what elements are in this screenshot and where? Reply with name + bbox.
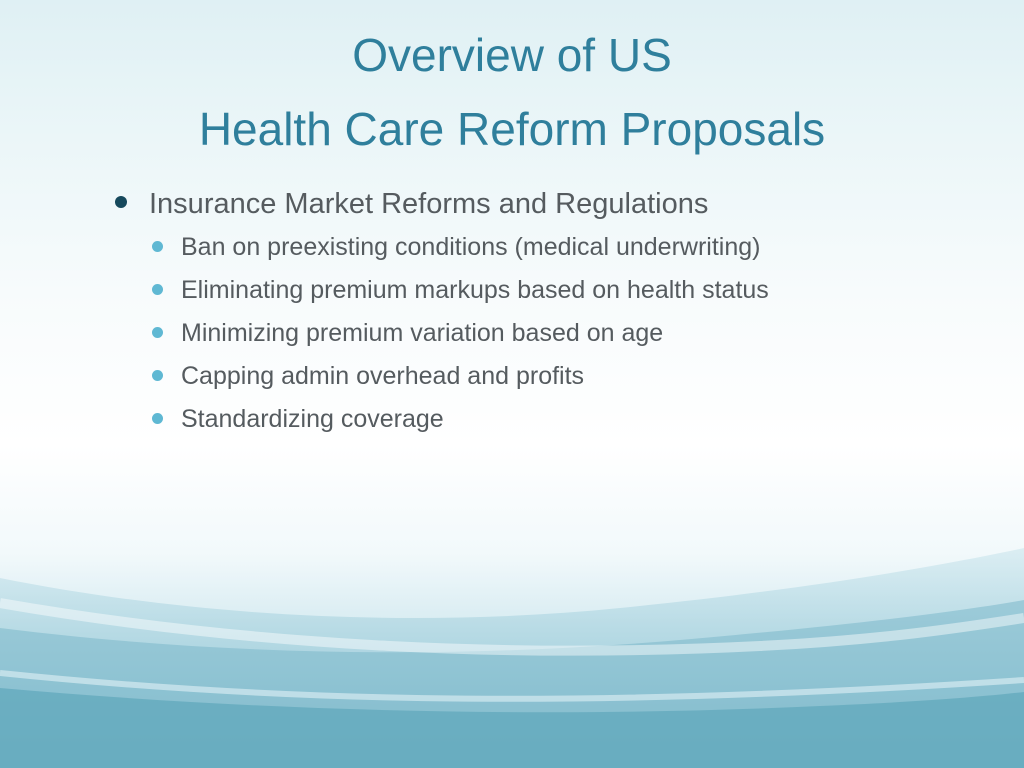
sub-bullet-list xyxy=(150,226,972,441)
title-line-1: Overview of US xyxy=(352,29,672,81)
sub-bullet-item xyxy=(150,355,972,398)
bullet-text: Insurance Market Reforms and Regulations xyxy=(149,188,709,220)
slide-content xyxy=(112,184,972,441)
sub-bullet-text: Minimizing premium variation based on age xyxy=(181,319,664,347)
sub-bullet-dot-icon xyxy=(152,370,163,381)
title-line-2: Health Care Reform Proposals xyxy=(198,103,826,155)
sub-bullet-dot-icon xyxy=(152,413,163,424)
sub-bullet-text: Capping admin overhead and profits xyxy=(181,362,585,390)
sub-bullet-dot-icon xyxy=(152,241,163,252)
sub-bullet-text: Standardizing coverage xyxy=(181,405,444,433)
slide-title xyxy=(0,18,1024,166)
background-wave-decoration xyxy=(0,508,1024,768)
sub-bullet-item xyxy=(150,398,972,441)
bullet-dot-icon xyxy=(115,196,127,208)
sub-bullet-text: Eliminating premium markups based on health status xyxy=(181,276,769,304)
sub-bullet-text: Ban on preexisting conditions (medical underwriting) xyxy=(181,233,761,261)
sub-bullet-item xyxy=(150,312,972,355)
sub-bullet-dot-icon xyxy=(152,284,163,295)
sub-bullet-item xyxy=(150,269,972,312)
sub-bullet-item xyxy=(150,226,972,269)
sub-bullet-dot-icon xyxy=(152,327,163,338)
bullet-item xyxy=(112,184,972,224)
